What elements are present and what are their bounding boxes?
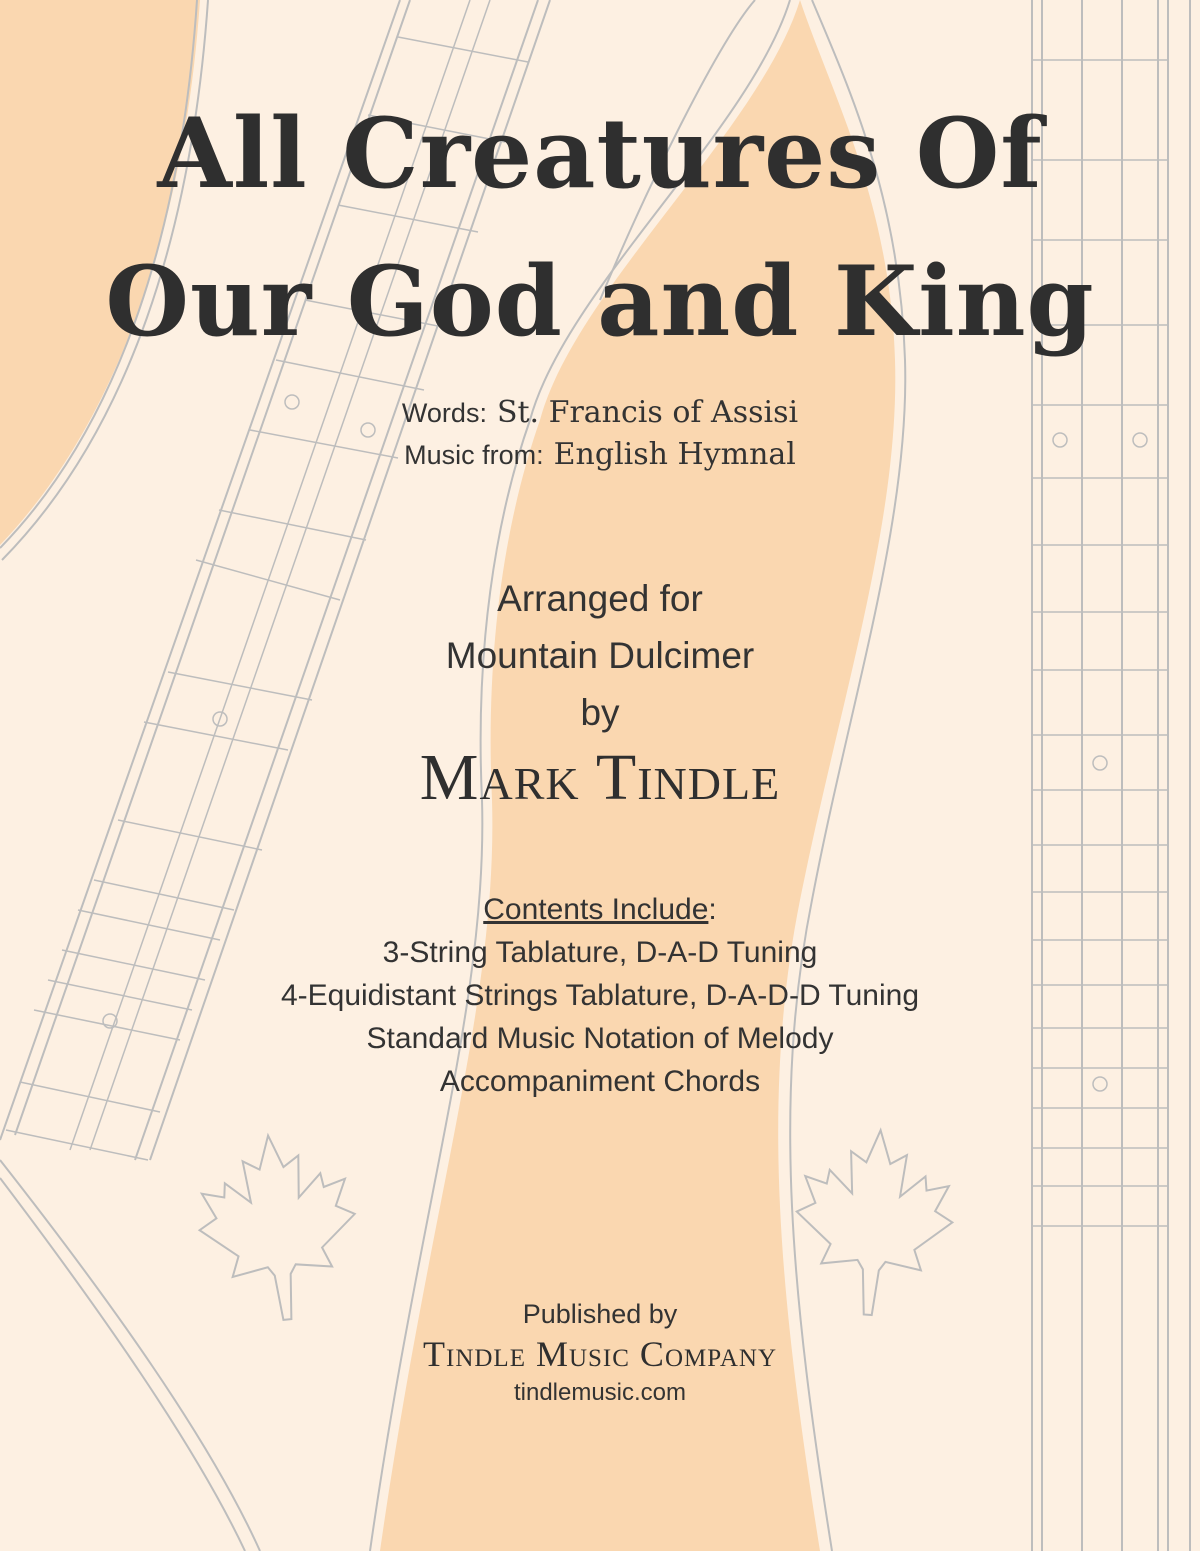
contents-heading-colon: : [708, 893, 717, 926]
music-label: Music from: [404, 440, 544, 470]
words-label: Words: [401, 398, 487, 428]
author-name: Mark Tindle [419, 741, 781, 814]
title-line-1: All Creatures Of [157, 97, 1043, 210]
contents-heading-text: Contents Include [483, 893, 709, 926]
contents-item: 3-String Tablature, D-A-D Tuning [382, 936, 818, 969]
publisher-name: Tindle Music Company [423, 1334, 777, 1374]
words-value: St. Francis of Assisi [496, 395, 799, 430]
arranged-line-3: by [580, 692, 620, 733]
publisher-website: tindlemusic.com [513, 1379, 687, 1406]
contents-item: 4-Equidistant Strings Tablature, D-A-D-D Tuning [280, 979, 920, 1012]
arranged-line-2: Mountain Dulcimer [445, 635, 755, 676]
title-line-2: Our God and King [105, 245, 1095, 358]
maple-leaf-icon-right [790, 1125, 959, 1320]
credits [0, 392, 1200, 476]
music-credit [0, 434, 1200, 476]
words-credit [0, 392, 1200, 434]
page-title [0, 80, 1200, 376]
contents-heading [0, 888, 1200, 931]
music-value: English Hymnal [553, 437, 796, 472]
arrangement-block [0, 570, 1200, 741]
contents-block [0, 888, 1200, 1103]
arranged-line-1: Arranged for [497, 578, 703, 619]
publisher-block [0, 1296, 1200, 1410]
contents-item: Standard Music Notation of Melody [366, 1022, 834, 1055]
contents-item: Accompaniment Chords [439, 1065, 761, 1098]
published-by-label: Published by [522, 1299, 678, 1329]
